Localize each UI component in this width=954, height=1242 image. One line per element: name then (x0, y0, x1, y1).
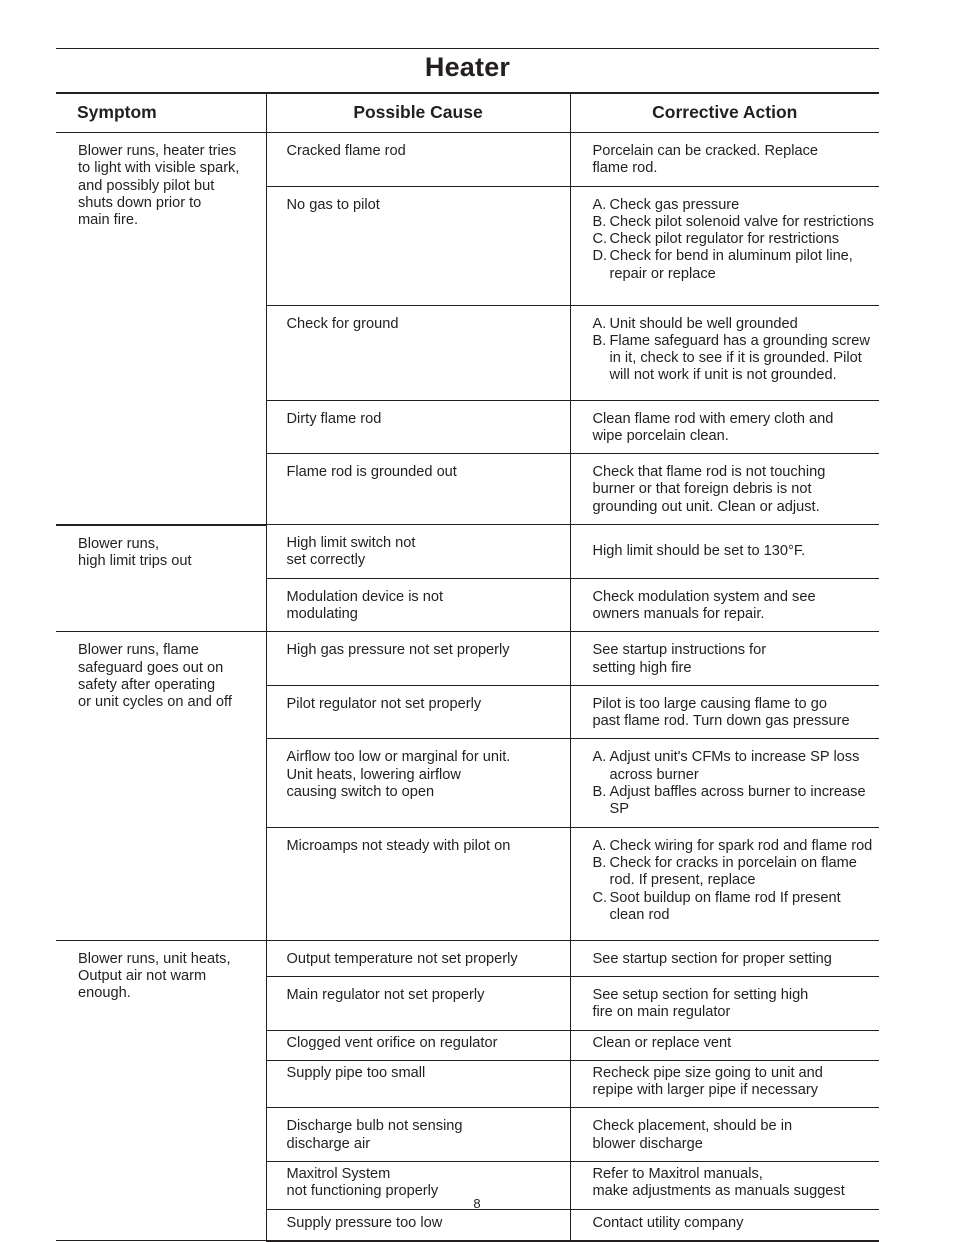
symptom-text: enough. (78, 985, 131, 1002)
cause-text: Cracked flame rod (286, 143, 406, 159)
table-row (56, 525, 879, 579)
table-header-row (56, 93, 879, 133)
cause-cell (266, 632, 570, 686)
action-text: Check modulation system and see (592, 588, 816, 605)
action-text: Check placement, should be in (592, 1118, 793, 1135)
symptom-text: Blower runs, (78, 535, 160, 552)
cause-text: High limit switch not (286, 535, 416, 552)
action-text: Recheck pipe size going to unit and (592, 1064, 823, 1081)
cause-text: not functioning properly (286, 1183, 439, 1200)
cause-cell (266, 940, 570, 976)
action-item: D. Check for bend in aluminum pilot line, repair or replace (592, 248, 853, 282)
cause-text: Main regulator not set properly (286, 986, 485, 1003)
action-text: wipe porcelain clean. (592, 427, 729, 444)
table-row (56, 632, 879, 686)
action-text: burner or that foreign debris is not (592, 481, 812, 498)
symptom-cell (56, 632, 266, 940)
action-item: C. Soot buildup on flame rod If present clean rod (592, 889, 841, 923)
symptom-text: safety after operating (78, 676, 216, 693)
header-symptom: Symptom (56, 93, 266, 133)
cause-text: Check for ground (286, 315, 399, 332)
action-cell (570, 827, 879, 940)
symptom-text: Blower runs, unit heats, (78, 950, 231, 967)
cause-text: Airflow too low or marginal for unit. (286, 749, 511, 766)
symptom-text: high limit trips out (78, 552, 192, 569)
action-text: blower discharge (592, 1135, 703, 1152)
action-text: grounding out unit. Clean or adjust. (592, 498, 820, 515)
cause-text: Discharge bulb not sensing (286, 1118, 463, 1135)
symptom-text: Blower runs, flame (78, 642, 199, 659)
action-cell (570, 400, 879, 454)
action-cell (570, 1209, 879, 1241)
symptom-text: and possibly pilot but (78, 177, 215, 194)
action-item: B. Check pilot solenoid valve for restrictions (592, 213, 874, 230)
action-cell (570, 632, 879, 686)
action-cell (570, 940, 879, 976)
action-text: setting high fire (592, 659, 692, 676)
cause-text: Supply pressure too low (286, 1214, 443, 1231)
cause-cell (266, 578, 570, 632)
cause-cell (266, 525, 570, 579)
cause-cell (266, 827, 570, 940)
symptom-text: Blower runs, heater tries (78, 143, 237, 159)
troubleshooting-table (56, 92, 879, 1242)
symptom-text: to light with visible spark, (78, 160, 240, 177)
action-cell (570, 739, 879, 827)
action-text: Porcelain can be cracked. Replace (592, 143, 819, 159)
action-item: A. Check gas pressure (592, 196, 740, 213)
action-cell (570, 133, 879, 187)
action-text: See setup section for setting high (592, 986, 809, 1003)
action-item: C. Check pilot regulator for restrictions (592, 231, 840, 248)
cause-cell (266, 1209, 570, 1241)
cause-cell (266, 305, 570, 400)
cause-cell (266, 186, 570, 305)
action-item: A. Unit should be well grounded (592, 315, 798, 332)
action-text: make adjustments as manuals suggest (592, 1183, 845, 1200)
action-text: owners manuals for repair. (592, 605, 765, 622)
cause-cell (266, 400, 570, 454)
cause-cell (266, 1108, 570, 1162)
cause-cell (266, 133, 570, 187)
action-text: Refer to Maxitrol manuals, (592, 1166, 763, 1183)
cause-text: Unit heats, lowering airflow (286, 766, 461, 783)
cause-text: Output temperature not set properly (286, 950, 518, 967)
action-cell (570, 578, 879, 632)
symptom-text: Output air not warm (78, 967, 207, 984)
action-text: past flame rod. Turn down gas pressure (592, 713, 850, 730)
page-number: 8 (473, 1196, 481, 1211)
symptom-text: safeguard goes out on (78, 659, 224, 676)
action-text: Clean or replace vent (592, 1034, 732, 1051)
action-text: Pilot is too large causing flame to go (592, 695, 827, 712)
cause-text: discharge air (286, 1135, 371, 1152)
header-possible-cause: Possible Cause (266, 93, 570, 133)
action-text: repipe with larger pipe if necessary (592, 1082, 819, 1099)
action-item: A. Adjust unit's CFMs to increase SP loss across burner (592, 749, 860, 783)
cause-text: Modulation device is not (286, 588, 444, 605)
action-text: flame rod. (592, 160, 658, 177)
action-cell (570, 525, 879, 579)
symptom-cell (56, 133, 266, 525)
action-cell (570, 1030, 879, 1060)
page-title: Heater (424, 52, 511, 82)
action-cell (570, 454, 879, 525)
action-cell (570, 685, 879, 739)
action-text: Check that flame rod is not touching (592, 464, 826, 481)
action-cell (570, 1060, 879, 1108)
action-text: Clean flame rod with emery cloth and (592, 410, 834, 427)
action-item: B. Adjust baffles across burner to increase SP (592, 784, 866, 818)
action-text: See startup instructions for (592, 642, 767, 659)
header-corrective-action: Corrective Action (570, 93, 879, 133)
table-row (56, 133, 879, 187)
cause-cell (266, 454, 570, 525)
symptom-text: shuts down prior to (78, 194, 202, 211)
cause-text: Maxitrol System (286, 1166, 391, 1183)
cause-text: Supply pipe too small (286, 1064, 426, 1081)
cause-text: Pilot regulator not set properly (286, 695, 482, 712)
cause-text: causing switch to open (286, 784, 435, 801)
action-cell (570, 186, 879, 305)
action-text: Contact utility company (592, 1214, 744, 1231)
action-cell (570, 305, 879, 400)
symptom-cell (56, 525, 266, 632)
action-text: High limit should be set to 130°F. (592, 542, 806, 559)
cause-cell (266, 1030, 570, 1060)
cause-cell (266, 1060, 570, 1108)
action-text: See startup section for proper setting (592, 950, 832, 967)
cause-text: modulating (286, 605, 358, 622)
cause-cell (266, 976, 570, 1030)
symptom-text: or unit cycles on and off (78, 694, 232, 711)
cause-text: Dirty flame rod (286, 410, 382, 427)
action-cell (570, 1108, 879, 1162)
symptom-text: main fire. (78, 212, 139, 229)
cause-text: No gas to pilot (286, 196, 380, 213)
action-cell (570, 976, 879, 1030)
cause-text: High gas pressure not set properly (286, 642, 510, 659)
action-item: B. Check for cracks in porcelain on flame rod. If present, replace (592, 854, 857, 889)
top-rule (56, 48, 879, 49)
action-item: A. Check wiring for spark rod and flame rod (592, 837, 873, 854)
cause-text: Clogged vent orifice on regulator (286, 1034, 498, 1051)
cause-text: Flame rod is grounded out (286, 464, 457, 481)
table-row (56, 940, 879, 976)
action-text: fire on main regulator (592, 1004, 731, 1021)
cause-text: Microamps not steady with pilot on (286, 837, 511, 854)
action-item: B. Flame safeguard has a grounding screw in it, check to see if it is grounded. Pilot will not work if unit is not grounded. (592, 332, 870, 384)
cause-text: set correctly (286, 552, 366, 569)
cause-cell (266, 739, 570, 827)
cause-cell (266, 685, 570, 739)
